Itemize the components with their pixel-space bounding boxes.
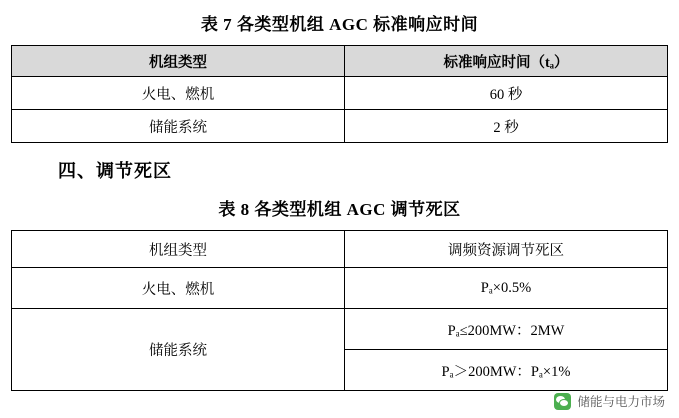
table8-header-cell-1: 机组类型 — [12, 231, 345, 268]
table-row — [12, 309, 668, 350]
table-row — [12, 110, 668, 143]
table7-header-cell-1: 机组类型 — [12, 46, 345, 77]
table8-header-cell-2: 调频资源调节死区 — [345, 231, 668, 268]
section-heading: 四、调节死区 — [58, 161, 172, 181]
footer-account-bar — [554, 392, 665, 410]
table7-cell-r2c2: 2 秒 — [345, 110, 668, 143]
table8-cell-type-2: 储能系统 — [12, 309, 345, 391]
table7-header-cell-2: 标准响应时间（tₐ） — [345, 46, 668, 77]
table-header-row — [12, 46, 668, 77]
footer-account-name: 储能与电力市场 — [577, 395, 665, 409]
table8-cell-value-2a: Pₐ≤200MW：2MW — [345, 309, 668, 350]
table8-title: 表 8 各类型机组 AGC 调节死区 — [218, 200, 461, 219]
wechat-icon — [554, 393, 571, 410]
table-row — [12, 77, 668, 110]
table8-cell-type-1: 火电、燃机 — [12, 268, 345, 309]
table8 — [11, 230, 668, 391]
table7 — [11, 45, 668, 143]
table7-cell-r1c1: 火电、燃机 — [12, 77, 345, 110]
table7-title: 表 7 各类型机组 AGC 标准响应时间 — [200, 15, 479, 34]
table-row — [12, 268, 668, 309]
table7-cell-r2c1: 储能系统 — [12, 110, 345, 143]
table8-cell-value-2b: Pₐ＞200MW：Pₐ×1% — [345, 350, 668, 391]
table7-title-wrap — [0, 0, 679, 45]
table7-cell-r1c2: 60 秒 — [345, 77, 668, 110]
table8-title-wrap — [0, 193, 679, 230]
table8-cell-value-1: Pₐ×0.5% — [345, 268, 668, 309]
table-header-row — [12, 231, 668, 268]
